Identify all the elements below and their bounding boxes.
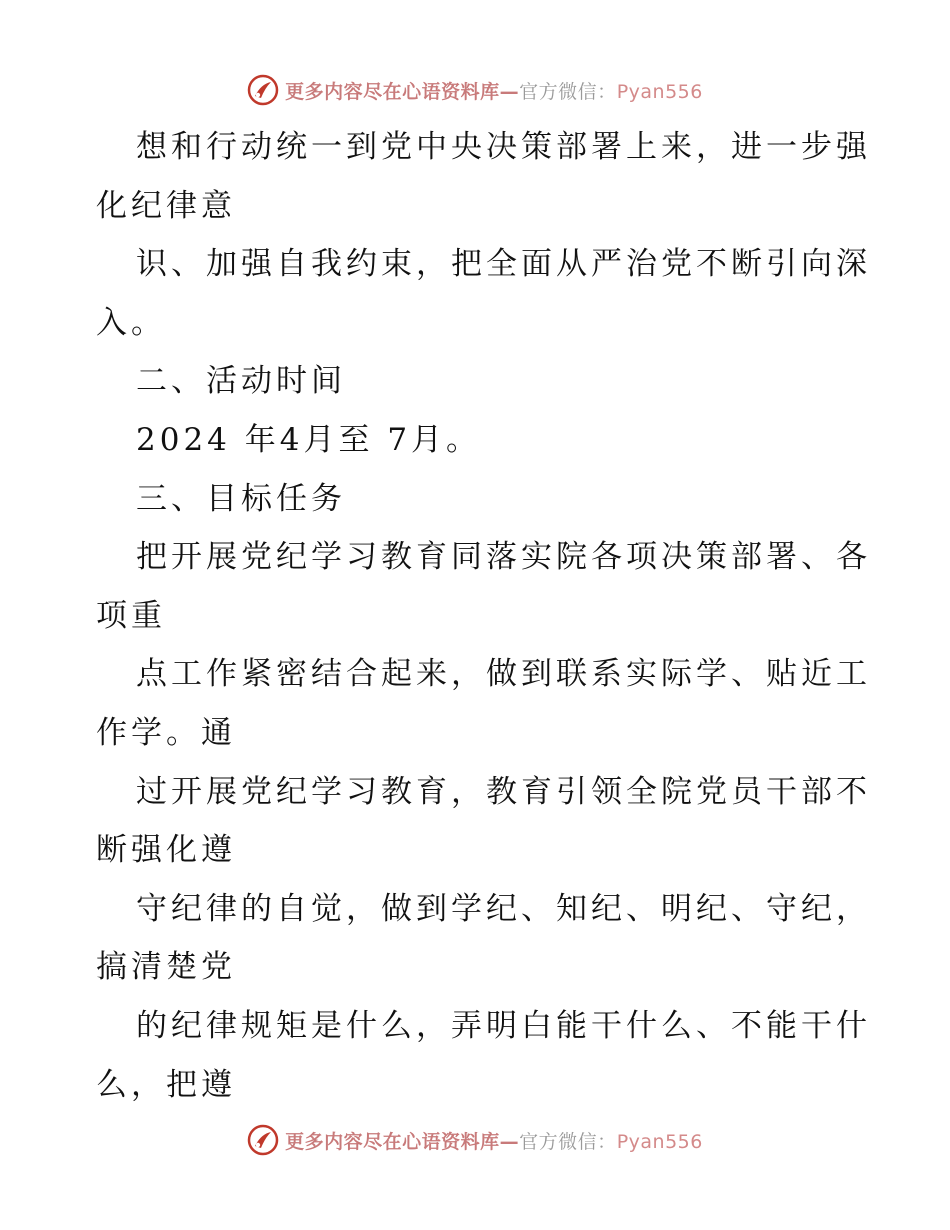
watermark-text [285, 1127, 703, 1154]
paragraph-line: 点工作紧密结合起来，做到联系实际学、贴近工 [136, 656, 871, 693]
watermark-wechat-label: 官方微信： [519, 1130, 617, 1153]
watermark-header [0, 70, 950, 110]
paragraph-line: 2024 年4月至 7月。 [136, 421, 482, 458]
logo-icon [247, 74, 279, 106]
paragraph-line: 作学。通 [96, 714, 236, 751]
paragraph-line: 守纪律的自觉，做到学纪、知纪、明纪、守纪， [136, 890, 871, 927]
section-heading: 二、活动时间 [136, 363, 346, 400]
watermark-text [285, 77, 703, 104]
document-body [96, 118, 871, 1114]
paragraph-line: 的纪律规矩是什么，弄明白能干什么、不能干什 [136, 1007, 871, 1044]
watermark-id: Pyan556 [616, 80, 703, 103]
paragraph-line: 把开展党纪学习教育同落实院各项决策部署、各 [136, 539, 871, 576]
paragraph-line: 识、加强自我约束，把全面从严治党不断引向深 [136, 246, 871, 283]
watermark-wechat-label: 官方微信： [519, 80, 617, 103]
watermark-main: 更多内容尽在心语资料库— [285, 1130, 520, 1153]
paragraph-line: 断强化遵 [96, 832, 236, 869]
logo-icon [247, 1124, 279, 1156]
paragraph-line: 搞清楚党 [96, 949, 236, 986]
watermark-main: 更多内容尽在心语资料库— [285, 80, 520, 103]
paragraph-line: 么，把遵 [96, 1066, 236, 1103]
paragraph-line: 想和行动统一到党中央决策部署上来，进一步强 [136, 129, 871, 165]
watermark-footer [0, 1120, 950, 1160]
section-heading: 三、目标任务 [136, 480, 346, 517]
paragraph-line: 化纪律意 [96, 187, 236, 224]
paragraph-line: 过开展党纪学习教育，教育引领全院党员干部不 [136, 773, 871, 810]
watermark-id: Pyan556 [616, 1130, 703, 1153]
paragraph-line: 入。 [96, 304, 166, 341]
paragraph-line: 项重 [96, 597, 166, 634]
